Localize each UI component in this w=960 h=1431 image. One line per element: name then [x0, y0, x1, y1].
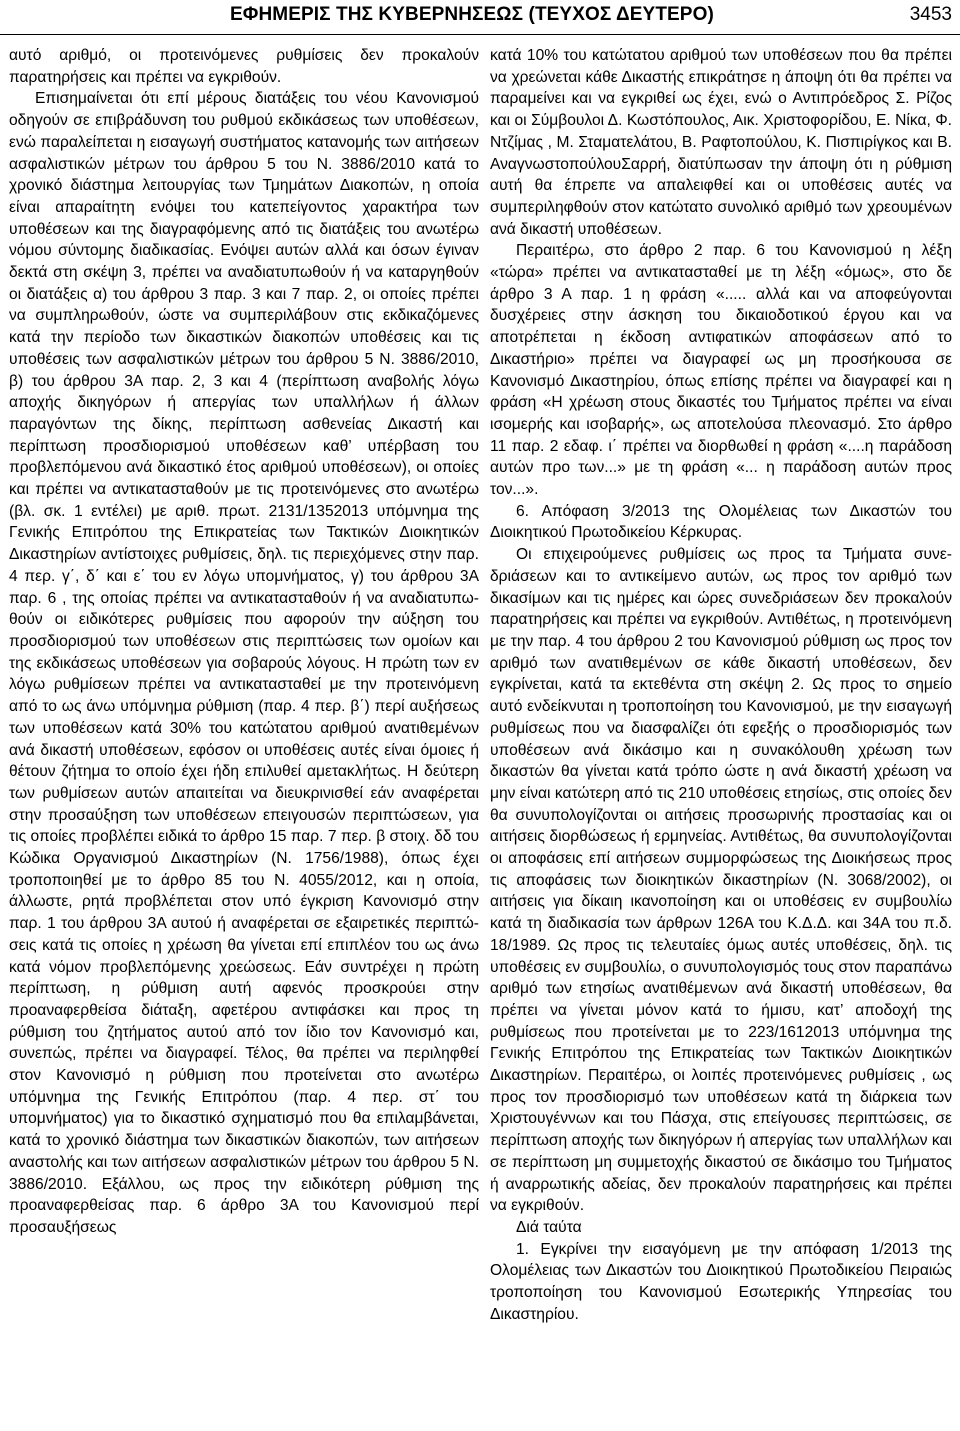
paragraph: Επισημαίνεται ότι επί μέρους διατάξεις του νέου Κανονισμού οδηγούν σε επιβράδυνση του ρυθμού εκδικάσεως των υποθέσεων, ενώ παραλείπεται η εισαγωγή συστήματος κατανομής των αιτήσεων ασφαλιστικών μέτρων του άρθρου 5 του Ν. 3886/2010 κατά το χρονικό διάστημα λειτουργίας των Τμημάτων Διακοπών, η οποία είναι απαραίτητη ενόψει του κατεπείγοντος χαρακτήρα των υποθέσεων και της διαγραφόμενης από τις διατάξεις του ανωτέρω νόμου σύντομης διαδικασίας. Ενόψει αυτών αλλά και όσων έγιναν δεκτά στη σκέψη 3, πρέπει να αναδιατυπωθούν ή να καταργηθούν οι διατάξεις α) του άρθρου 3 παρ. 3 και 7 παρ. 2, οι οποίες πρέπει να συμπληρωθούν, ώστε να συμπεριλάβουν στις εκδικαζόμενες κατά την περίοδο των δικαστικών διακοπών υποθέσεις και τις υποθέσεις των ασφαλιστικών μέτρων του άρθρου 5 Ν. 3886/2010, β) του άρθρου 3Α παρ. 2, 3 και 4 (περίπτωση αναβολής λόγω αποχής δικηγόρων ή απεργίας των υπαλλήλων ή άλλων παραγόντων της δίκης, περίπτωση ασθενείας Δικαστή και περίπτωση προσδιορισμού υποθέσεων καθ’ υπέρβαση του προβλεπόμενου ανά δικαστικό έτος αριθμού υποθέσεων), οι οποίες και πρέπει να αντικατασταθούν με τις προτεινόμενες στο ανωτέρω (βλ. σκ. 1 εντέλει) με αριθ. πρωτ. 2131/1352013 υπόμνημα της Γενικής Επιτρόπου της Επικρατείας των Τακτικών Διοικητικών Δικαστηρίων αντίστοιχες ρυθμίσεις, δηλ. τις περιεχόμενες στην παρ. 4 περ. γ΄, δ΄ και ε΄ του εν λόγω υπομνήματος, γ) του άρθρου 3Α παρ. 6 , της οποίας πρέπει να αντικατασταθούν ή να αναδιατυπωθούν οι ειδικότερες ρυθμίσεις που αφορούν την αύξηση του προσδιορισμού των υποθέσεων στις περιπτώσεις των ομοίων και της εκδικάσεως υποθέσεων για σοβαρούς λόγους. Η πρώτη των εν λόγω ρυθμίσεων πρέπει να αντικατασταθεί με την προτεινόμενη από το ως άνω υπόμνημα ρύθμιση (παρ. 4 περ. β΄) περί αυξήσεως των υποθέσεων κατά 30% του κατώτατου αριθμού ανατιθεμένων ανά δικαστή υποθέσεων, εφόσον οι υποθέσεις αυτές είναι όμοιες ή θέτουν ζήτημα το οποίο έχει ήδη επιλυθεί αμετακλήτως. Η δεύτερη των ρυθμίσεων αυτών απαιτείται να διευκρινισθεί εάν αναφέρεται στην προσαύξηση των υποθέσεων επειγουσών περιπτώσεων, για τις οποίες προβλέπει ειδικά το άρθρο 15 παρ. 7 περ. β στοιχ. δδ του Κώδικα Οργανισμού Δικαστηρίων (Ν. 1756/1988), όπως έχει τροποποιηθεί με το άρθρο 85 του Ν. 4055/2012, και η οποία, άλλωστε, ρητά προβλέπεται στον υπό έγκριση Κανονισμό στην παρ. 1 του άρθρου 3Α αυτού ή αναφέρεται σε εξαιρετικές περιπτώσεις κατά τις οποίες η χρέωση θα γίνεται επί επιπλέον του ως άνω κατά νόμον προβλεπόμενης χρεώσεως. Εάν συντρέχει η πρώτη περίπτωση, η ρύθμιση αυτή αφενός προσκρούει στην προαναφερθείσα διάταξη, αφετέρου αντιφάσκει και προς τη ρύθμιση του ζητήματος αυτού από τον ίδιο τον Κανονισμό και, συνεπώς, πρέπει να διαγραφεί. Τέλος, θα πρέπει να περιληφθεί στον Κανονισμό η ρύθμιση που προτείνεται στο ανωτέρω υπόμνημα της Γενικής Επιτρόπου (παρ. 4 περ. στ΄ του υπομνήματος) για το δικαστικό σχηματισμό που θα επιλαμβάνεται, κατά το χρονικό διάστημα των δικαστικών διακοπών, των αιτήσεων αναστολής και των αιτήσεων ασφαλιστικών μέτρων του άρθρου 5 Ν. 3886/2010. Εξάλλου, ως προς την ειδικότερη ρύθμιση της προαναφερθείσας παρ. 6 άρθρο 3Α του Κανονισμού περί προσαυξήσεως: [9, 90, 479, 1236]
ruling-heading: Διά ταύτα: [516, 1218, 582, 1236]
section-heading: 6. Απόφαση 3/2013 της Ολομέλειας των Δικαστών του Διοικητικού Πρωτοδικείου Κέρκυρας.: [490, 502, 952, 542]
right-column: [490, 45, 952, 1325]
page-number: 3453: [909, 4, 952, 25]
paragraph: Περαιτέρω, στο άρθρο 2 παρ. 6 του Κανονισμού η λέξη «τώρα» πρέπει να αντικατασταθεί με τη λέξη «όμως», στο δε άρθρο 3 Α παρ. 1 η φράση «..... αλλά και να αποφεύγονται δυσχέρειες στην άσκηση του δικαιοδοτικού έργου και να αποτρέπεται η έκδοση αντιφατικών αποφάσεων από το Δικαστήριο» πρέπει να διαγραφεί ως μη προσήκουσα σε Κανονισμό Δικαστηρίου, όπως επίσης πρέπει να διαγραφεί και η φράση «Η χρέωση στους δικαστές του Τμήματος πρέπει να είναι ισομερής και ισοβαρής», ως αποτελούσα πλεονασμό. Στο άρθρο 11 παρ. 2 εδαφ. ι΄ πρέπει να διορθωθεί η φράση «....η παράδοση αυτών προ των...» με τη φράση «... η παράδοση αυτών προς τον...».: [490, 242, 952, 499]
paragraph: κατά 10% του κατώτατου αριθμού των υποθέσεων που θα πρέπει να χρεώνεται κάθε Δικαστής επικράτησε η άποψη ότι θα πρέπει να παραμείνει και να εγκριθεί ως έχει, ενώ ο Αντιπρόεδρος Σ. Ρίζος και οι Σύμβουλοι Δ. Κωστόπουλος, Αικ. Χριστοφορίδου, Ε. Νίκα, Φ. Ντζίμας , Μ. Σταματελάτου, Β. Ραφτοπούλου, Κ. Πισπιρίγκος και Β. ΑναγνωστοπούλουΣαρρή, διατύπωσαν την άποψη ότι η ρύθμιση αυτή θα έπρεπε να απαλειφθεί και οι υποθέσεις αυτές να συμπεριληφθούν στον κατώτατο συνολικό αριθμό των χρεουμένων ανά δικαστή υποθέσεων.: [490, 47, 952, 238]
page-header: [0, 0, 960, 35]
paragraph: αυτό αριθμό, οι προτεινόμενες ρυθμίσεις δεν προκαλούν παρατηρήσεις και πρέπει να εγκριθούν.: [9, 47, 479, 86]
left-column: [9, 45, 479, 1239]
paragraph: 1. Εγκρίνει την εισαγόμενη με την απόφαση 1/2013 της Ολομέλειας των Δικαστών του Διοικητικού Πρωτοδικείου Πειραιώς τροποποίηση του Κανονισμού Εσωτερικής Υπηρεσίας του Δικαστηρίου.: [490, 1240, 952, 1323]
paragraph: Οι επιχειρούμενες ρυθμίσεις ως προς τα Τμήματα συνεδριάσεων και το αντικείμενο αυτών, ως προς τον αριθμό των δικασίμων και τις ημέρες και ώρες συνεδριάσεων δεν προκαλούν παρατηρήσεις και πρέπει να εγκριθούν. Αντιθέτως, η προτεινόμενη με την παρ. 4 του άρθρου 2 του Κανονισμού ρύθμιση ως προς τον αριθμό των ανατιθεμένων σε κάθε δικαστή υποθέσεων, δεν εγκρίνεται, κατά τα εκτεθέντα στη σκέψη 2. Ως προς το σημείο αυτό ενδείκνυται η τροποποίηση του Κανονισμού, με την εισαγωγή ρυθμίσεως που να διασφαλίζει ότι εφεξής ο προσδιορισμός των υποθέσεων ανά δικάσιμο και η συνακόλουθη χρέωση των δικαστών θα γίνεται κατά τρόπο ώστε η ανά δικαστή χρέωση να μην είναι κατώτερη από τις 210 υποθέσεις ετησίως, στις οποίες δεν θα συνυπολογίζονται οι αιτήσεις προσωρινής προστασίας και οι αιτήσεις διορθώσεως ή ερμηνείας. Αντιθέτως, θα συνυπολογίζονται οι αποφάσεις επί αιτήσεων συμμορφώσεως της Διοικήσεως προς τις αποφάσεις των διοικητικών δικαστηρίων (Ν. 3068/2002), οι αιτήσεις για δίκαιη ικανοποίηση και οι υποθέσεις εν συμβουλίω κατά τη διαδικασία των άρθρων 126Α του Κ.Δ.Δ. και 34Α του π.δ. 18/1989. Ως προς τις τελευταίες όμως αυτές υποθέσεις, δηλ. τις υποθέσεις εν συμβουλίω, ο συνυπολογισμός τους στον παραπάνω αριθμό των ετησίως ανατιθέμενων ανά δικαστή υποθέσεων, θα πρέπει να γίνεται μόνον κατά το ήμισυ, κατ’ αποδοχή της ρυθμίσεως που προτείνεται με το 223/1612013 υπόμνημα της Γενικής Επιτρόπου της Επικρατείας των Τακτικών Διοικητικών Δικαστηρίων. Περαιτέρω, οι λοιπές προτεινόμενες ρυθμίσεις , ως προς τον προσδιορισμό των υποθέσεων κατά τη διάρκεια των Χριστουγέννων και του Πάσχα, στις επείγουσες περιπτώσεις, σε περίπτωση αποχής των δικηγόρων ή απεργίας των υπαλλήλων και σε περίπτωση μη συμμετοχής δικαστού σε δικάσιμο του Τμήματος ή αναρρωτικής αδείας, δεν προκαλούν παρατηρήσεις και πρέπει να εγκριθούν.: [490, 546, 952, 1215]
gazette-title: ΕΦΗΜΕΡΙΣ ΤΗΣ ΚΥΒΕΡΝΗΣΕΩΣ (ΤΕΥΧΟΣ ΔΕΥΤΕΡΟ): [230, 4, 714, 25]
